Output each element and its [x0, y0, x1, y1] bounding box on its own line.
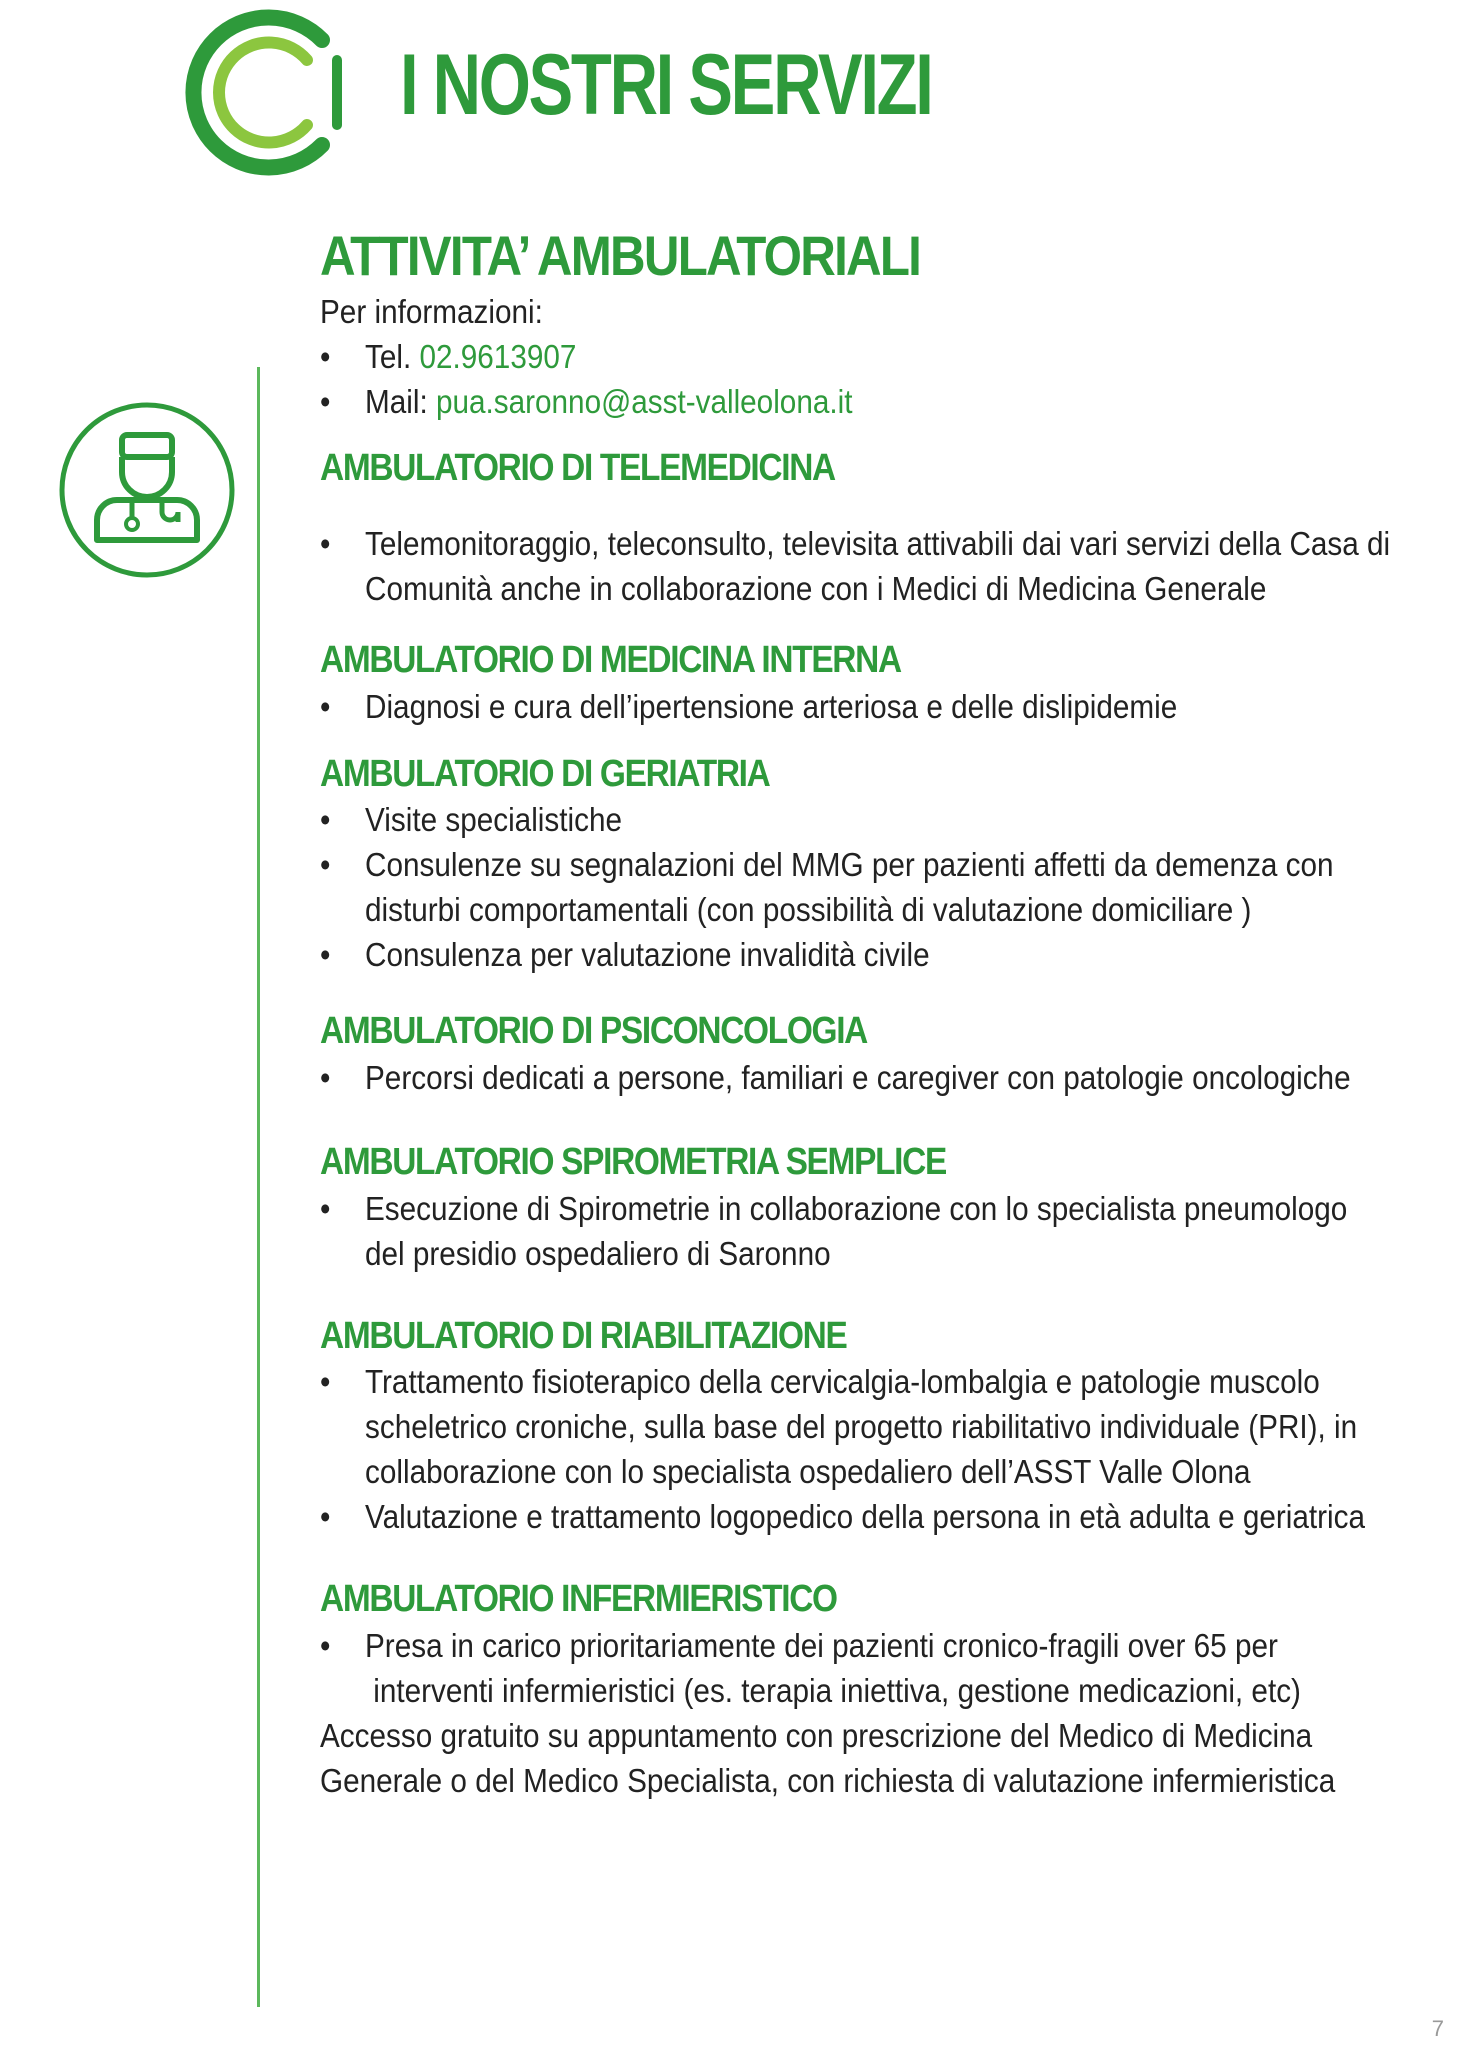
vertical-divider	[257, 367, 260, 2007]
line: interventi infermieristici (es. terapia iniettiva, gestione medicazioni, etc)	[365, 1671, 1301, 1709]
section-medicina-interna	[320, 638, 1450, 729]
line: • Consulenza per valutazione invalidità civile	[365, 936, 930, 974]
section-title: AMBULATORIO DI GERIATRIA	[320, 752, 770, 795]
line: disturbi comportamentali (con possibilità di valutazione domiciliare )	[365, 891, 1252, 929]
section-spirometria	[320, 1140, 1450, 1276]
list-item	[320, 1359, 1358, 1494]
casa-di-comunita-logo	[172, 0, 362, 185]
page-header-title: I NOSTRI SERVIZI	[400, 37, 932, 133]
list-item	[320, 1494, 1366, 1539]
line: Comunità anche in collaborazione con i Medici di Medicina Generale	[365, 570, 1267, 608]
line: Accesso gratuito su appuntamento con prescrizione del Medico di Medicina	[320, 1716, 1313, 1754]
list-item	[320, 521, 1391, 611]
main-title: ATTIVITA’ AMBULATORIALI	[320, 224, 921, 287]
line: • Presa in carico prioritariamente dei pazienti cronico-fragili over 65 per	[365, 1626, 1278, 1664]
line: • Valutazione e trattamento logopedico della persona in età adulta e geriatrica	[365, 1498, 1366, 1536]
main-content	[320, 225, 1450, 1803]
section-riabilitazione	[320, 1314, 1450, 1540]
list-item	[320, 932, 1337, 977]
section-title: AMBULATORIO INFERMIERISTICO	[320, 1578, 837, 1621]
section-infermieristico	[320, 1577, 1450, 1803]
doctor-stethoscope-icon	[57, 400, 237, 580]
line: Generale o del Medico Specialista, con richiesta di valutazione infermieristica	[320, 1761, 1336, 1799]
section-psiconcologia	[320, 1009, 1450, 1100]
line: • Percorsi dedicati a persone, familiari e caregiver con patologie oncologiche	[365, 1058, 1351, 1096]
info-label: Per informazioni:	[320, 292, 543, 330]
line: collaborazione con lo specialista ospedaliero dell’ASST Valle Olona	[365, 1453, 1251, 1491]
line: scheletrico croniche, sulla base del progetto riabilitativo individuale (PRI), in	[365, 1408, 1358, 1446]
list-item	[320, 1623, 1337, 1713]
contact-mail	[320, 379, 1337, 424]
mail-label: Mail:	[365, 382, 436, 420]
list-item	[320, 797, 1337, 842]
list-item	[320, 842, 1337, 932]
list-item	[320, 1055, 1351, 1100]
phone-value[interactable]: 02.9613907	[419, 337, 577, 375]
section-title: AMBULATORIO DI TELEMEDICINA	[320, 446, 835, 489]
mail-value[interactable]: pua.saronno@asst-valleolona.it	[435, 382, 853, 420]
section-title: AMBULATORIO DI MEDICINA INTERNA	[320, 639, 901, 682]
section-telemedicina	[320, 446, 1450, 612]
section-title: AMBULATORIO DI RIABILITAZIONE	[320, 1314, 847, 1357]
line: • Visite specialistiche	[365, 801, 622, 839]
page-number: 7	[1431, 2016, 1444, 2041]
list-item	[320, 1186, 1348, 1276]
section-title: AMBULATORIO DI PSICONCOLOGIA	[320, 1010, 868, 1053]
phone-label: Tel.	[365, 337, 420, 375]
line: del presidio ospedaliero di Saronno	[365, 1234, 831, 1272]
contact-phone	[320, 334, 1337, 379]
line: • Trattamento fisioterapico della cervicalgia-lombalgia e patologie muscolo	[365, 1363, 1320, 1401]
section-geriatria	[320, 752, 1450, 978]
line: • Telemonitoraggio, teleconsulto, televisita attivabili dai vari servizi della Casa di	[365, 525, 1391, 563]
list-item	[320, 684, 1337, 729]
access-note	[320, 1713, 1337, 1803]
line: • Diagnosi e cura dell’ipertensione arteriosa e delle dislipidemie	[365, 687, 1178, 725]
line: • Consulenze su segnalazioni del MMG per pazienti affetti da demenza con	[365, 846, 1334, 884]
line: • Esecuzione di Spirometrie in collaborazione con lo specialista pneumologo	[365, 1189, 1348, 1227]
section-title: AMBULATORIO SPIROMETRIA SEMPLICE	[320, 1140, 946, 1183]
